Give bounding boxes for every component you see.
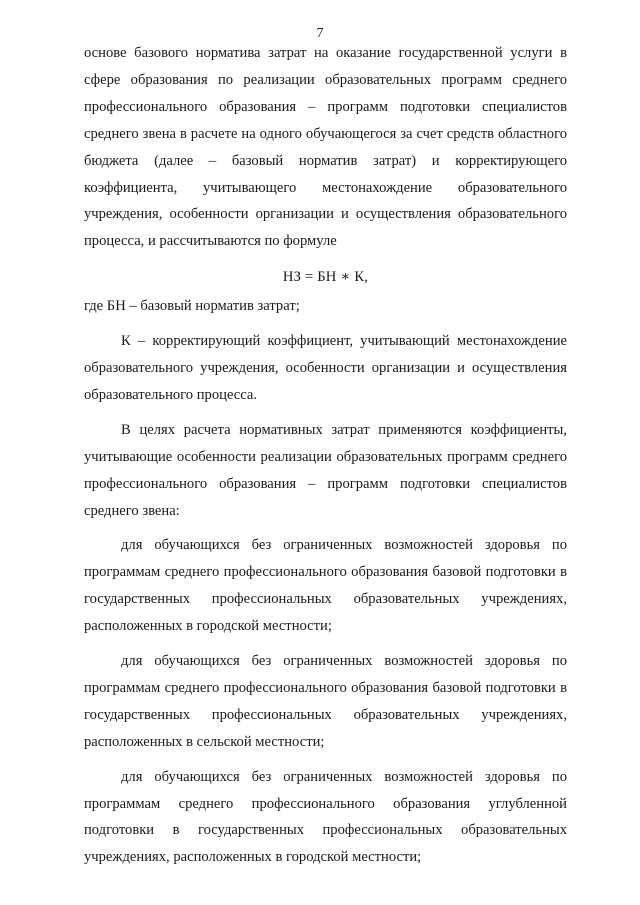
paragraph-definition-bn: где БН – базовый норматив затрат; bbox=[84, 298, 300, 315]
formula: НЗ = БН ∗ К, bbox=[282, 269, 369, 286]
paragraph-list-item-1: для обучающихся без ограниченных возможностей здоровья по программам среднего профессионального образования базовой подготовки в государственных профессиональных образовательных учреждениях, расположенных в городской местности; bbox=[84, 537, 567, 635]
paragraph-coefficients-intro: В целях расчета нормативных затрат применяются коэффициенты, учитывающие особенности реализации образовательных программ среднего профессионального образования – программ подготовки специалистов среднего звена: bbox=[84, 421, 567, 519]
paragraph-list-item-3: для обучающихся без ограниченных возможностей здоровья по программам среднего профессионального образования углубленной подготовки в государственных профессиональных образовательных учреждениях, расположенных в городской местности; bbox=[84, 768, 567, 866]
paragraph-list-item-2: для обучающихся без ограниченных возможностей здоровья по программам среднего профессионального образования базовой подготовки в государственных профессиональных образовательных учреждениях, расположенных в сельской местности; bbox=[84, 653, 567, 750]
body-text bbox=[84, 40, 567, 871]
paragraph-continuation: основе базового норматива затрат на оказание государственной услуги в сфере образования по реализации образовательных программ среднего профессионального образования – программ подготовки специалистов среднего звена в расчете на одного обучающегося за счет средств областного бюджета (далее – базовый норматив затрат) и корректирующего коэффициента, учитывающего местонахождение образовательного учреждения, особенности организации и осуществления образовательного процесса, и рассчитываются по формуле bbox=[84, 45, 567, 250]
paragraph-definition-k: К – корректирующий коэффициент, учитывающий местонахождение образовательного учреждения, особенности организации и осуществления образовательного процесса. bbox=[84, 333, 567, 403]
page-number: 7 bbox=[316, 26, 324, 41]
